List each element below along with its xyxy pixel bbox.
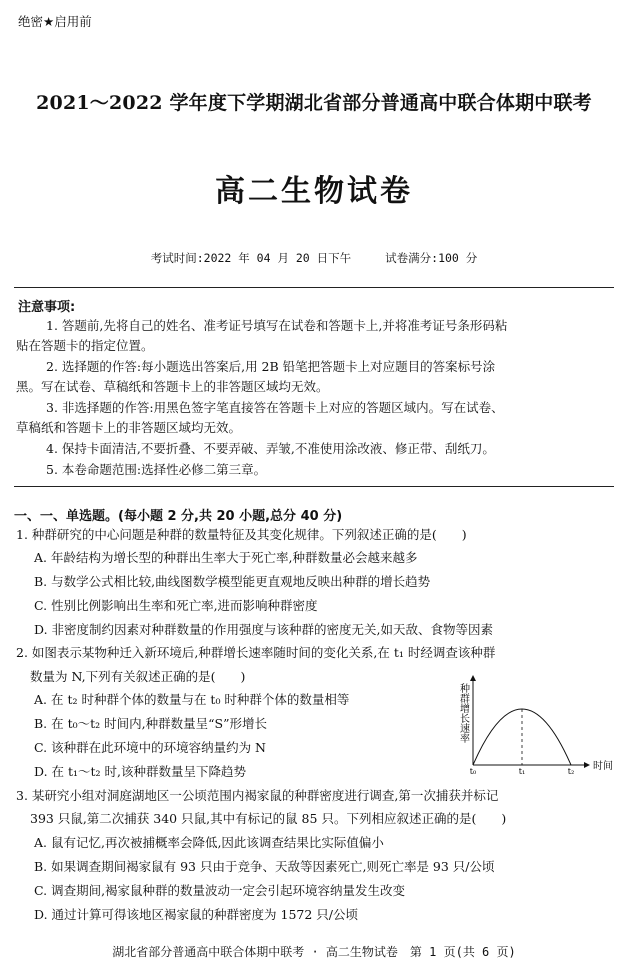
note-line: 2. 选择题的作答:每小题选出答案后,用 2B 铅笔把答题卡上对应题目的答案标号涂 <box>46 359 496 374</box>
exam-title: 2021～2022 学年度下学期湖北省部分普通高中联合体期中联考 <box>36 92 592 114</box>
subject-title: 高二生物试卷 <box>215 174 413 209</box>
question-3-stem: 3. 某研究小组对洞庭湖地区一公顷范围内褐家鼠的种群密度进行调查,第一次捕获并标记 <box>16 788 499 803</box>
note-line: 3. 非选择题的作答:用黑色签字笔直接答在答题卡上对应的答题区域内。写在试卷、 <box>46 400 504 415</box>
question-3-option-b: B. 如果调查期间褐家鼠有 93 只由于竞争、天敌等因素死亡,则死亡率是 93 只/公顷 <box>34 859 495 874</box>
question-1-stem: 1. 种群研究的中心问题是种群的数量特征及其变化规律。下列叙述正确的是( ) <box>16 527 467 542</box>
question-2-stem: 2. 如图表示某物种迁入新环境后,种群增长速率随时间的变化关系,在 t₁ 时经调查该种群 <box>16 645 496 660</box>
confidential-label: 绝密★启用前 <box>18 14 92 29</box>
note-line: 5. 本卷命题范围:选择性必修二第三章。 <box>46 462 267 477</box>
question-2-option-c: C. 该种群在此环境中的环境容纳量约为 N <box>34 740 266 755</box>
question-2-option-a: A. 在 t₂ 时种群个体的数量与在 t₀ 时种群个体的数量相等 <box>34 692 350 707</box>
question-2-option-d: D. 在 t₁～t₂ 时,该种群数量呈下降趋势 <box>34 764 247 779</box>
notes-rule-bottom <box>14 486 614 487</box>
graph-xlabel: 时间 <box>593 761 613 772</box>
question-1-option-d: D. 非密度制约因素对种群数量的作用强度与该种群的密度无关,如天敌、食物等因素 <box>34 622 493 637</box>
note-line: 4. 保持卡面清洁,不要折叠、不要弄破、弄皱,不准使用涂改液、修正带、刮纸刀。 <box>46 441 495 456</box>
growth-rate-graph <box>455 671 620 776</box>
question-3-option-c: C. 调查期间,褐家鼠种群的数量波动一定会引起环境容纳量发生改变 <box>34 883 406 898</box>
notes-title: 注意事项: <box>18 300 76 315</box>
full-score: 试卷满分:100 分 <box>385 251 478 265</box>
note-line: 贴在答题卡的指定位置。 <box>16 338 154 353</box>
question-2-stem-continued: 数量为 N,下列有关叙述正确的是( ) <box>30 669 246 684</box>
question-3-option-a: A. 鼠有记忆,再次被捕概率会降低,因此该调查结果比实际值偏小 <box>34 835 384 850</box>
note-line: 黑。写在试卷、草稿纸和答题卡上的非答题区域均无效。 <box>16 379 329 394</box>
question-1-option-a: A. 年龄结构为增长型的种群出生率大于死亡率,种群数量必会越来越多 <box>34 550 418 565</box>
question-1-option-b: B. 与数学公式相比较,曲线图数学模型能更直观地反映出种群的增长趋势 <box>34 574 431 589</box>
note-line: 1. 答题前,先将自己的姓名、准考证号填写在试卷和答题卡上,并将准考证号条形码粘 <box>46 318 508 333</box>
section-heading: 一、一、单选题。(每小题 2 分,共 20 小题,总分 40 分) <box>14 509 343 524</box>
header-rule-top <box>14 287 614 288</box>
page-footer: 湖北省部分普通高中联合体期中联考 · 高二生物试卷 第 1 页(共 6 页) <box>112 945 516 959</box>
question-3-option-d: D. 通过计算可得该地区褐家鼠的种群密度为 1572 只/公顷 <box>34 907 358 922</box>
note-line: 草稿纸和答题卡上的非答题区域均无效。 <box>16 420 242 435</box>
graph-ylabel: 种群增长速率 <box>457 683 469 743</box>
exam-time: 考试时间:2022 年 04 月 20 日下午 <box>150 251 352 265</box>
question-2-option-b: B. 在 t₀～t₂ 时间内,种群数量呈“S”形增长 <box>34 716 267 731</box>
graph-tick-t1: t₁ <box>518 767 526 776</box>
question-1-option-c: C. 性别比例影响出生率和死亡率,进而影响种群密度 <box>34 598 318 613</box>
graph-tick-t0: t₀ <box>469 767 477 776</box>
exam-meta <box>0 250 628 266</box>
graph-tick-t2: t₂ <box>567 767 575 776</box>
question-3-stem-continued: 393 只鼠,第二次捕获 340 只鼠,其中有标记的鼠 85 只。下列相应叙述正确的是( ) <box>30 811 507 826</box>
